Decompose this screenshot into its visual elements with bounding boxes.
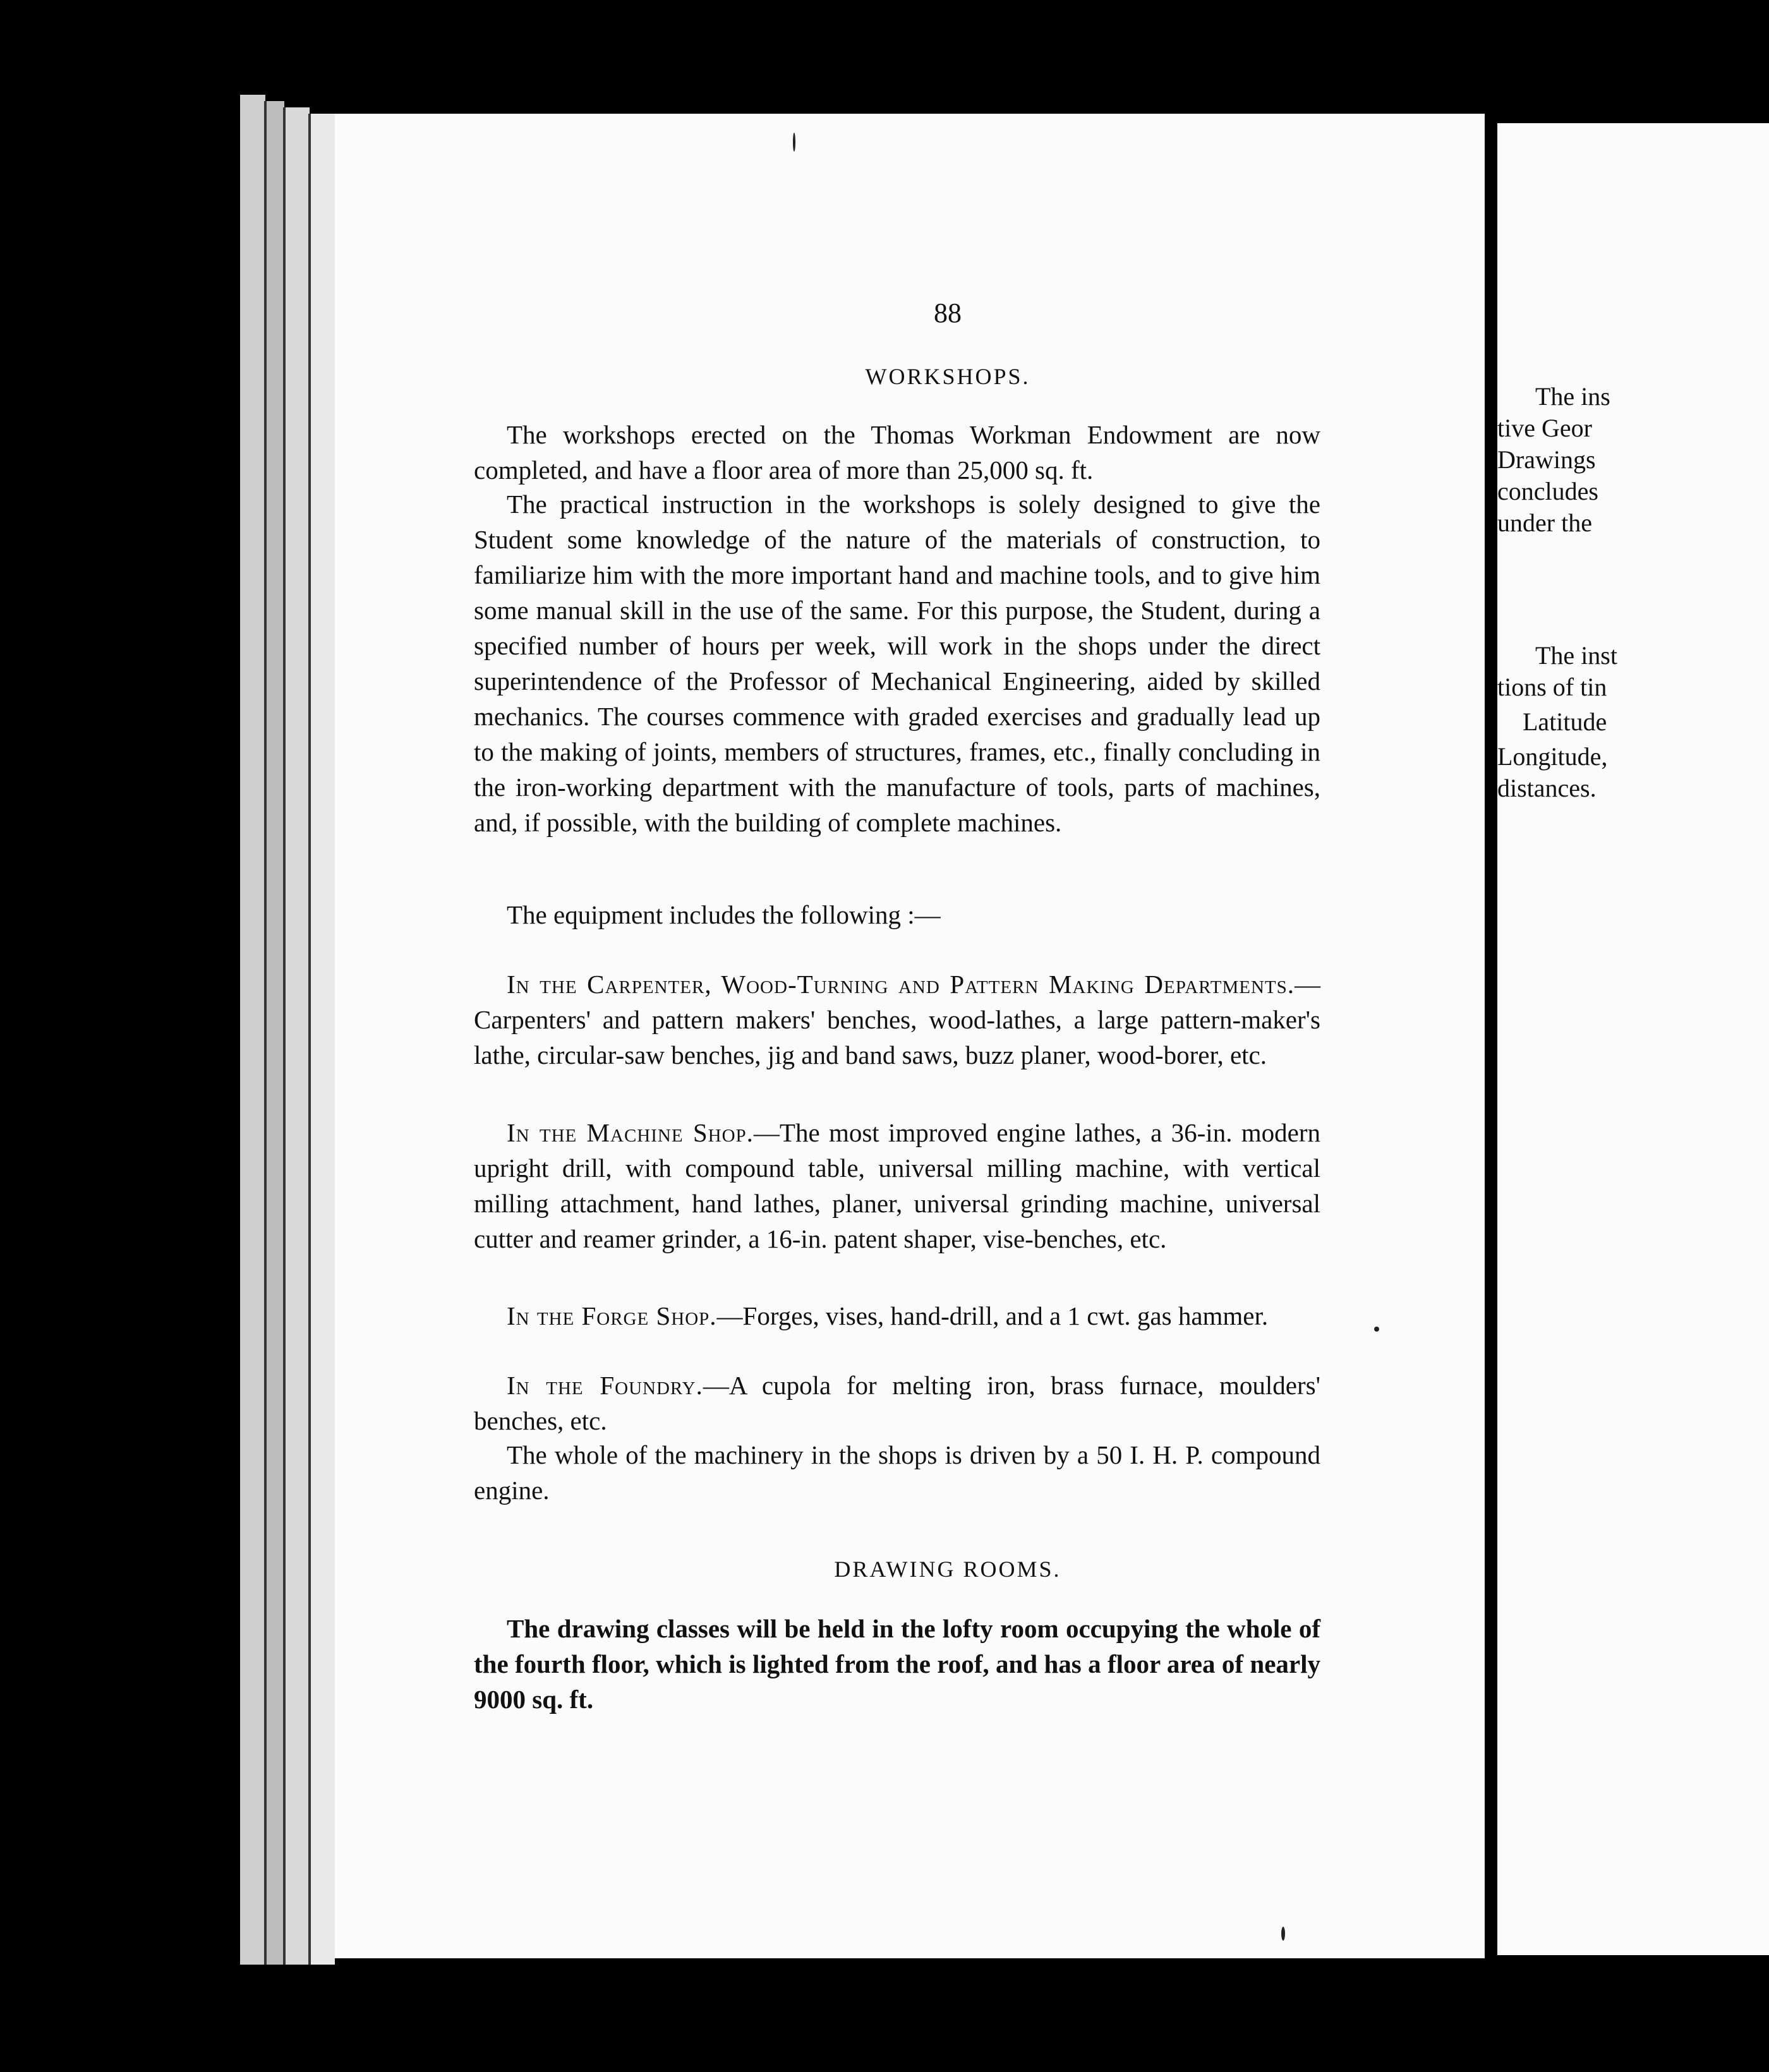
paragraph-machinery-engine: The whole of the machinery in the shops is driven by a 50 I. H. P. compound engine.: [474, 1440, 1320, 1505]
right-page-line: concludes: [1497, 477, 1598, 505]
paragraph-equipment-intro: The equipment includes the following :—: [507, 900, 941, 929]
run-in-heading: In the Machine Shop.: [507, 1118, 754, 1147]
scan-speck: [793, 133, 795, 152]
paragraph-machine-shop: [474, 1115, 1320, 1256]
run-in-heading: In the Foundry.: [507, 1371, 703, 1400]
paragraph-body: —Forges, vises, hand-drill, and a 1 cwt. gas hammer.: [716, 1301, 1269, 1330]
paragraph-body: —The most improved engine lathes, a 36-in. modern upright drill, with compound table, universal milling machine, with vertical milling attachment, hand lathes, planer, universal grinding machine, universal cutter and reamer grinder, a 16-in. patent shaper, vise-benches, etc.: [474, 1118, 1320, 1253]
right-page-line: Longitude,: [1497, 742, 1608, 771]
scan-speck: [1281, 1927, 1285, 1941]
right-page-line: Latitude: [1523, 708, 1607, 736]
page-stack-edge: [240, 95, 265, 1965]
run-in-heading: In the Forge Shop.: [507, 1301, 717, 1330]
paragraph-carpenter-departments: [474, 967, 1320, 1073]
right-page-line: The ins: [1535, 382, 1610, 411]
paragraph-body: —A cupola for melting iron, brass furnace, moulders' benches, etc.: [474, 1371, 1320, 1435]
right-page-line: tions of tin: [1497, 673, 1607, 701]
paragraph-body: —Carpenters' and pattern makers' benches, wood-lathes, a large pattern-maker's lathe, circular-saw benches, jig and band saws, buzz planer, wood-borer, etc.: [474, 970, 1320, 1069]
paragraph-forge-shop: [474, 1298, 1320, 1334]
page-stack-edge: [284, 107, 310, 1965]
right-page-line: Drawings: [1497, 445, 1596, 474]
paragraph-practical-instruction: The practical instruction in the workshops is solely designed to give the Student some knowledge of the nature of the materials of construction, to familiarize him with the more important hand and machine tools, and to give him some manual skill in the use of the same. For this purpose, the Student, during a specified number of hours per week, will work in the shops under the direct superintendence of the Professor of Mechanical Engineering, aided by skilled mechanics. The courses commence with graded exercises and gradually lead up to the making of joints, members of structures, frames, etc., finally concluding in the iron-working department with the manufacture of tools, parts of machines, and, if possible, with the building of complete machines.: [474, 490, 1320, 837]
page-stack-edge: [265, 101, 284, 1965]
paragraph-foundry: [474, 1368, 1320, 1438]
right-page-line: distances.: [1497, 774, 1597, 802]
section-title-drawing-rooms: DRAWING ROOMS.: [834, 1557, 1061, 1582]
right-page-partial: [1497, 123, 1769, 1955]
paragraph-workshops-area: The workshops erected on the Thomas Workman Endowment are now completed, and have a floor area of more than 25,000 sq. ft.: [474, 420, 1320, 485]
scan-speck: [1374, 1327, 1379, 1332]
page-edge-line: [264, 101, 267, 1965]
run-in-heading: In the Carpenter, Wood-Turning and Pattern Making Departments.: [507, 970, 1295, 999]
page-stack-edge: [310, 114, 335, 1965]
page-edge-line: [283, 107, 286, 1965]
section-title-workshops: WORKSHOPS.: [865, 364, 1030, 389]
page-edge-line: [308, 114, 311, 1965]
right-page-line: tive Geor: [1497, 414, 1592, 442]
page-number: 88: [934, 298, 962, 328]
paragraph-drawing-classes: The drawing classes will be held in the lofty room occupying the whole of the fourth floor, which is lighted from the roof, and has a floor area of nearly 9000 sq. ft.: [474, 1614, 1320, 1714]
right-page-line: The inst: [1535, 641, 1617, 670]
left-page: [335, 114, 1485, 1958]
right-page-line: under the: [1497, 509, 1592, 537]
